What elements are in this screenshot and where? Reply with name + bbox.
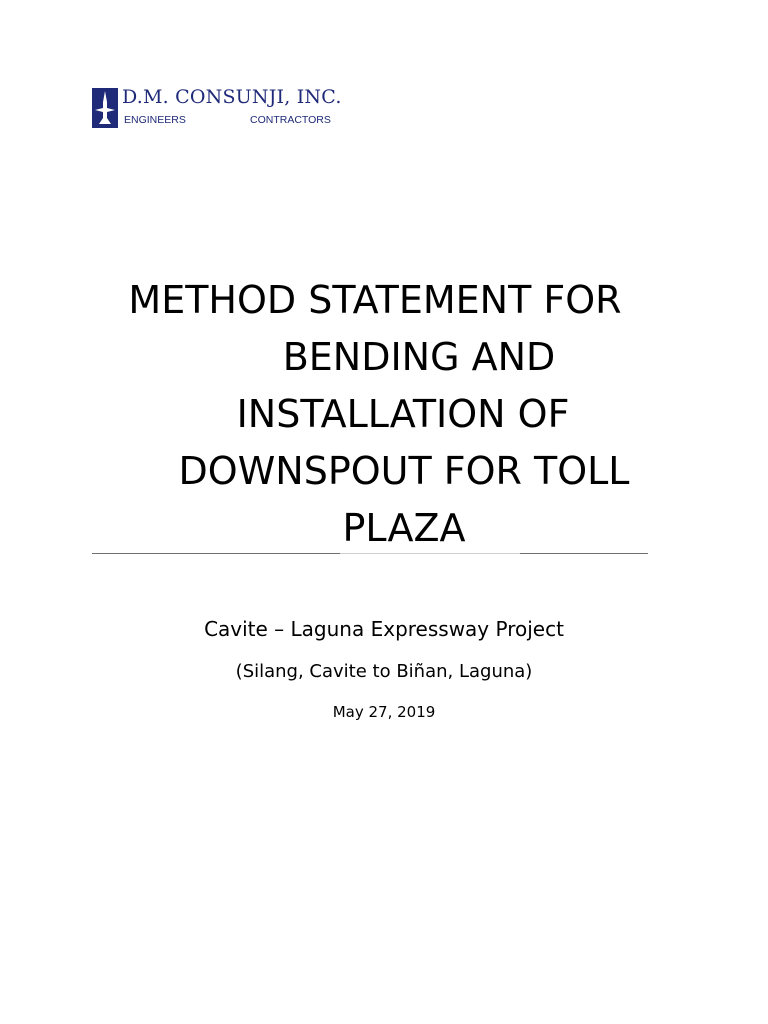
title-line-5: PLAZA (342, 506, 466, 550)
company-logo (92, 88, 352, 132)
project-name: Cavite – Laguna Expressway Project (204, 617, 564, 641)
company-name: D.M. CONSUNJI, INC. (122, 86, 342, 108)
document-date: May 27, 2019 (332, 703, 436, 721)
title-line-3: INSTALLATION OF (236, 392, 570, 436)
project-location: (Silang, Cavite to Biñan, Laguna) (235, 661, 533, 682)
company-tagline-contractors: CONTRACTORS (250, 114, 331, 126)
company-logo-mark-icon (92, 88, 118, 128)
title-line-1: METHOD STATEMENT FOR (128, 278, 622, 322)
title-line-4: DOWNSPOUT FOR TOLL (178, 449, 630, 493)
title-line-2: BENDING AND (282, 335, 556, 379)
company-tagline-engineers: ENGINEERS (124, 114, 186, 126)
document-title (60, 272, 708, 557)
title-divider-highlight (340, 553, 520, 554)
